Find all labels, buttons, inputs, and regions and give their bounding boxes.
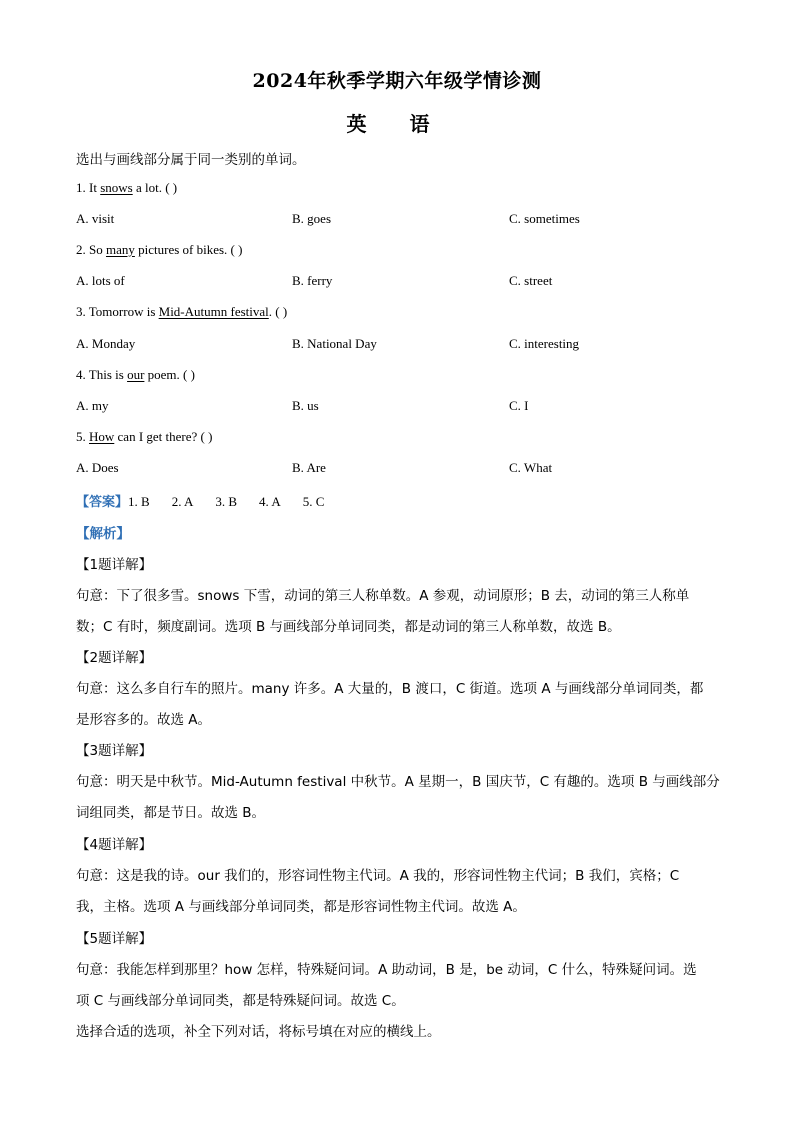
q2-option-a: A. lots of bbox=[76, 273, 125, 288]
subject-title: 英 语 bbox=[346, 112, 448, 136]
underlined-word: Mid-Autumn festival bbox=[158, 304, 269, 319]
q4-option-b: B. us bbox=[292, 398, 319, 413]
answer-line bbox=[76, 491, 346, 510]
detail-4-line-2: 我，主格。选项 A 与画线部分单词同类，都是形容词性物主代词。故选 A。 bbox=[76, 899, 526, 915]
detail-1-line-2: 数；C 有时，频度副词。选项 B 与画线部分单词同类，都是动词的第三人称单数，故选 B。 bbox=[76, 619, 621, 635]
q5-option-c: C. What bbox=[509, 460, 553, 475]
underlined-word: snows bbox=[100, 180, 133, 195]
q5-option-a: A. Does bbox=[76, 460, 119, 475]
question-4: 4. This is our poem. ( ) bbox=[76, 367, 195, 382]
underlined-word: How bbox=[89, 429, 115, 444]
detail-5-line-1: 句意：我能怎样到那里？how 怎样，特殊疑问词。A 助动词，B 是，be 动词，C 什么，特殊疑问词。选 bbox=[76, 962, 697, 978]
underlined-word: many bbox=[105, 242, 135, 257]
q4-option-a: A. my bbox=[76, 398, 109, 413]
closing-instruction: 选择合适的选项，补全下列对话，将标号填在对应的横线上。 bbox=[76, 1024, 441, 1040]
detail-2-title: 【2题详解】 bbox=[76, 650, 153, 666]
underlined-word: our bbox=[127, 367, 145, 382]
question-3: 3. Tomorrow is Mid-Autumn festival. ( ) bbox=[76, 304, 288, 319]
answer-item: 4. A bbox=[259, 494, 281, 509]
detail-2-line-1: 句意：这么多自行车的照片。many 许多。A 大量的，B 渡口，C 街道。选项 A 与画线部分单词同类，都 bbox=[76, 681, 704, 697]
q3-option-b: B. National Day bbox=[292, 336, 377, 351]
question-1: 1. It snows a lot. ( ) bbox=[76, 180, 178, 195]
q1-option-a: A. visit bbox=[76, 211, 115, 226]
detail-3-line-2: 词组同类，都是节日。故选 B。 bbox=[76, 805, 266, 821]
detail-3-title: 【3题详解】 bbox=[76, 743, 153, 759]
question-5: 5. How can I get there? ( ) bbox=[76, 429, 213, 444]
q2-option-c: C. street bbox=[509, 273, 553, 288]
q5-option-b: B. Are bbox=[292, 460, 326, 475]
detail-4-line-1: 句意：这是我的诗。our 我们的，形容词性物主代词。A 我的，形容词性物主代词；B 我们，宾格；C bbox=[76, 868, 680, 884]
answer-item: 3. B bbox=[215, 494, 238, 509]
detail-5-line-2: 项 C 与画线部分单词同类，都是特殊疑问词。故选 C。 bbox=[76, 993, 405, 1009]
detail-4-title: 【4题详解】 bbox=[76, 837, 153, 853]
answer-item: 1. B bbox=[128, 494, 150, 509]
answer-item: 5. C bbox=[302, 494, 325, 509]
page-title: 2024年秋季学期六年级学情诊测 bbox=[252, 70, 542, 92]
detail-5-title: 【5题详解】 bbox=[76, 931, 153, 947]
detail-3-line-1: 句意：明天是中秋节。Mid-Autumn festival 中秋节。A 星期一，B 国庆节，C 有趣的。选项 B 与画线部分 bbox=[76, 774, 720, 790]
q1-option-c: C. sometimes bbox=[509, 211, 580, 226]
q3-option-a: A. Monday bbox=[76, 336, 136, 351]
answer-label: 【答案】 bbox=[76, 494, 129, 509]
detail-2-line-2: 是形容多的。故选 A。 bbox=[76, 712, 212, 728]
q4-option-c: C. I bbox=[509, 398, 529, 413]
answer-item: 2. A bbox=[171, 494, 194, 509]
q3-option-c: C. interesting bbox=[509, 336, 580, 351]
question-2: 2. So many pictures of bikes. ( ) bbox=[76, 242, 243, 257]
detail-1-title: 【1题详解】 bbox=[76, 557, 153, 573]
q1-option-b: B. goes bbox=[292, 211, 331, 226]
section-instruction: 选出与画线部分属于同一类别的单词。 bbox=[76, 152, 306, 168]
q2-option-b: B. ferry bbox=[292, 273, 333, 288]
analysis-label: 【解析】 bbox=[76, 526, 130, 542]
detail-1-line-1: 句意：下了很多雪。snows 下雪，动词的第三人称单数。A 参观，动词原形；B 去，动词的第三人称单 bbox=[76, 588, 690, 604]
